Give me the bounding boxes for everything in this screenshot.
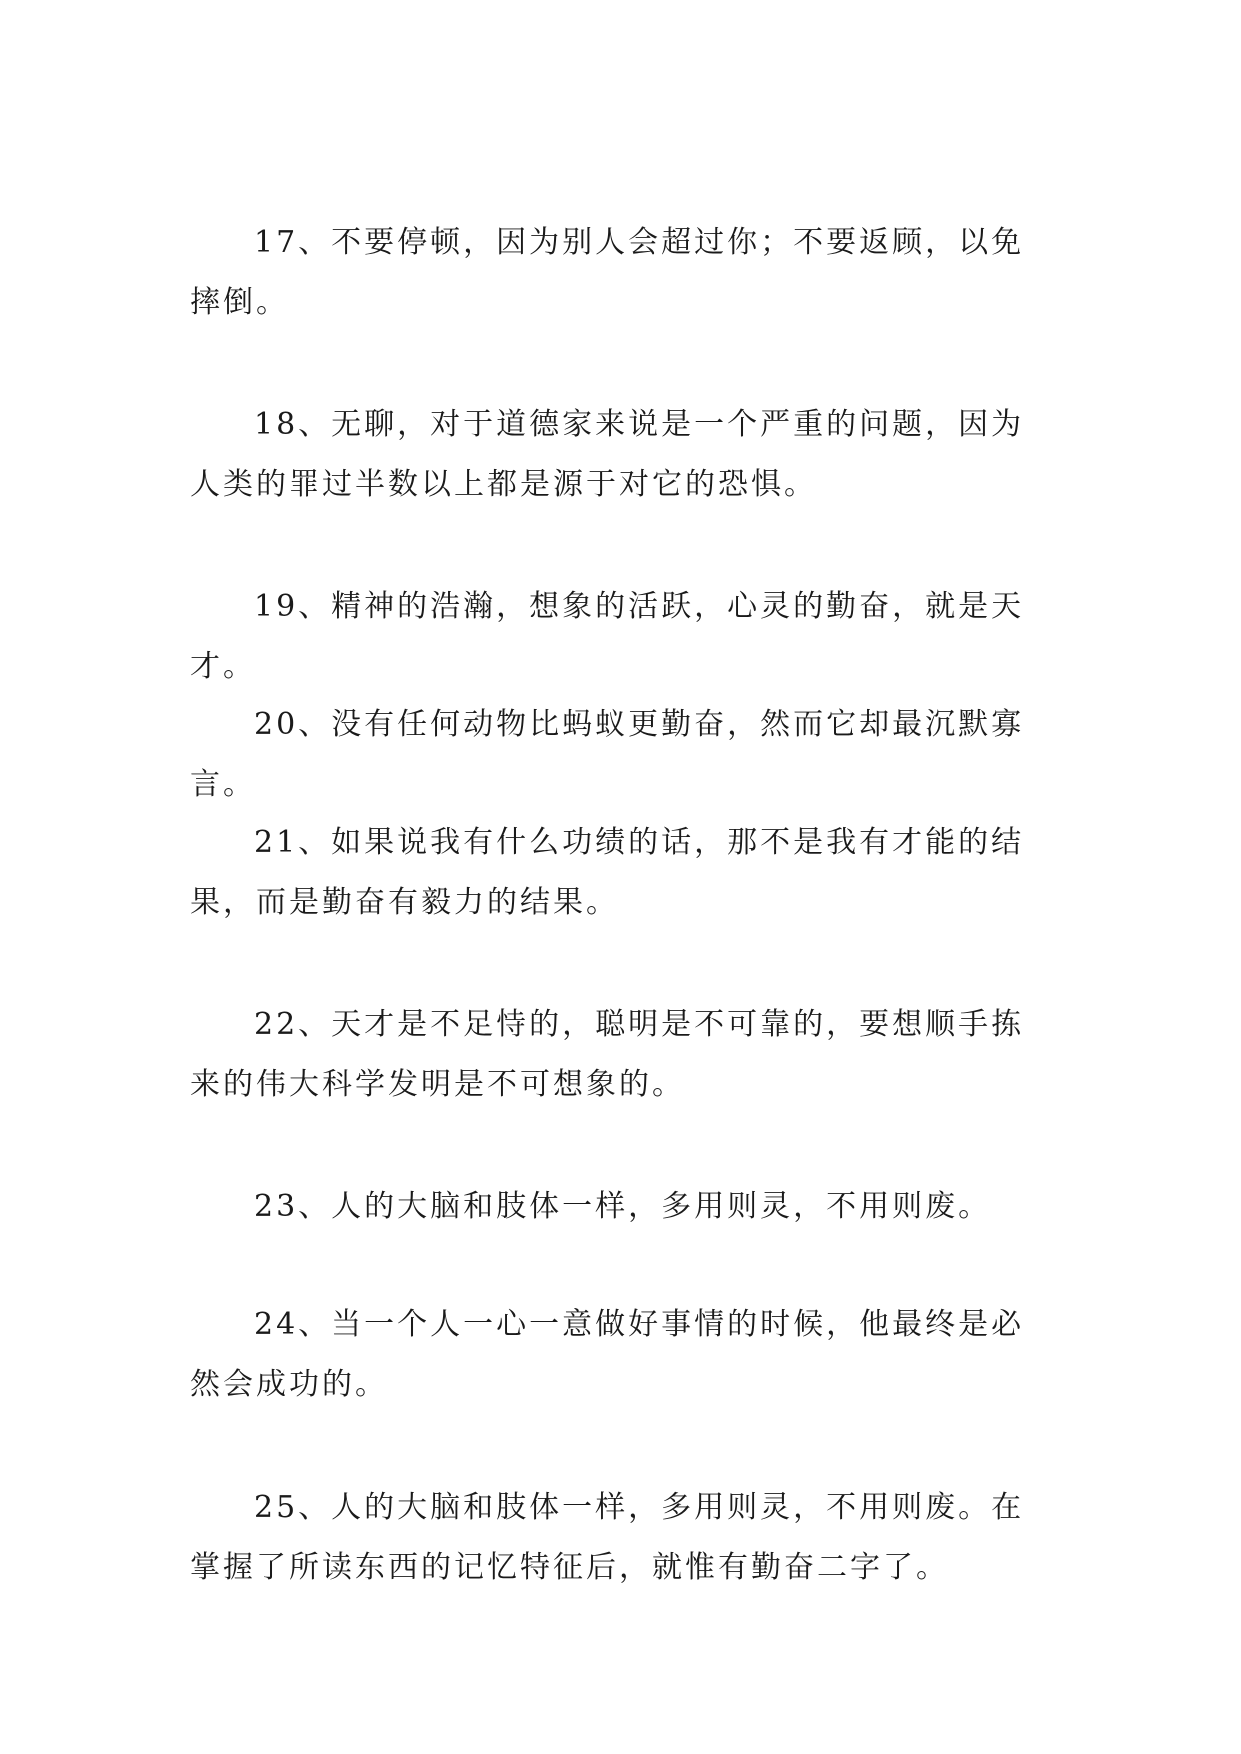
quote-paragraph-18: 18、无聊，对于道德家来说是一个严重的问题，因为人类的罪过半数以上都是源于对它的恐惧。 <box>190 407 1025 502</box>
quote-paragraph-22: 22、天才是不足恃的，聪明是不可靠的，要想顺手拣来的伟大科学发明是不可想象的。 <box>190 1007 1025 1102</box>
quote-paragraph-25: 25、人的大脑和肢体一样，多用则灵，不用则废。在掌握了所读东西的记忆特征后，就惟有勤奋二字了。 <box>190 1490 1025 1585</box>
quote-paragraph-19: 19、精神的浩瀚，想象的活跃，心灵的勤奋，就是天才。 <box>190 589 1025 684</box>
quote-paragraph-23: 23、人的大脑和肢体一样，多用则灵，不用则废。 <box>254 1189 992 1224</box>
quote-paragraph-20: 20、没有任何动物比蚂蚁更勤奋，然而它却最沉默寡言。 <box>190 707 1025 802</box>
quote-paragraph-24: 24、当一个人一心一意做好事情的时候，他最终是必然会成功的。 <box>190 1307 1025 1402</box>
quote-paragraph-21: 21、如果说我有什么功绩的话，那不是我有才能的结果，而是勤奋有毅力的结果。 <box>190 825 1025 920</box>
quote-paragraph-17: 17、不要停顿，因为别人会超过你；不要返顾，以免摔倒。 <box>190 225 1025 320</box>
